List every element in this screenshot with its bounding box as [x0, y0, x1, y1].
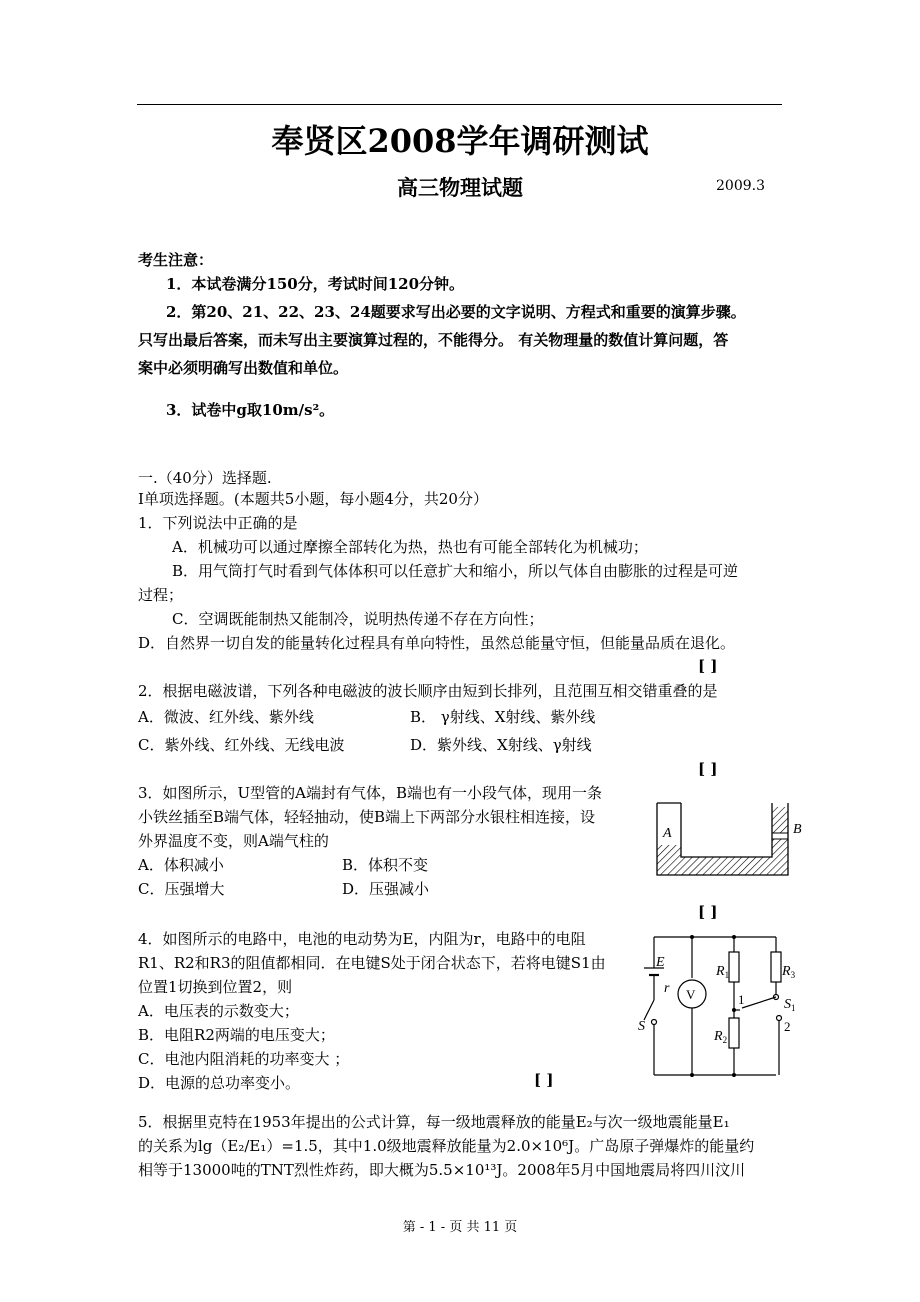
mercury-a-column: [657, 845, 681, 857]
notice-item-1: 1．本试卷满分150分，考试时间120分钟。: [166, 275, 465, 293]
section-heading: 一.（40分）选择题.: [138, 469, 272, 487]
label-r2: $R_2$: [714, 1029, 728, 1045]
q2-answer-bracket: [ ]: [698, 760, 718, 778]
q4-answer-bracket: [ ]: [534, 1071, 554, 1089]
q4-line-2: R1、R2和R3的阻值都相同．在电键S处于闭合状态下，若将电键S1由: [138, 954, 606, 972]
switch-position-1: 1: [738, 992, 745, 1007]
mercury-b-lower: [772, 839, 788, 857]
q5-line-2: 的关系为lg（E₂/E₁）=1.5，其中1.0级地震释放能量为2.0×10⁶J。广岛原子弹爆炸的能量约: [138, 1137, 755, 1155]
q5-line-1: 5．根据里克特在1953年提出的公式计算，每一级地震释放的能量E₂与次一级地震能量E₁: [138, 1113, 730, 1131]
label-e: E: [656, 955, 665, 970]
q2-option-b: B． γ射线、X射线、紫外线: [410, 708, 596, 726]
q1-option-a: A．机械功可以通过摩擦全部转化为热，热也有可能全部转化为机械功；: [172, 538, 648, 556]
q3-option-b: B．体积不变: [342, 856, 429, 874]
q4-option-a: A．电压表的示数变大；: [138, 1002, 299, 1020]
q4-option-d: D．电源的总功率变小。: [138, 1074, 301, 1092]
q2-option-d: D．紫外线、X射线、γ射线: [410, 736, 592, 754]
label-r3: $R_3$: [782, 964, 796, 980]
label-b: B: [793, 822, 802, 837]
label-r: r: [664, 981, 670, 996]
switch-position-2: 2: [784, 1019, 791, 1034]
q2-option-c: C．紫外线、红外线、无线电波: [138, 736, 345, 754]
q3-answer-bracket: [ ]: [698, 903, 718, 921]
mercury-b-upper: [772, 807, 788, 833]
label-s1: $S_1$: [784, 997, 796, 1013]
exam-date: 2009.3: [716, 178, 765, 194]
q1-option-d: D．自然界一切自发的能量转化过程具有单向特性，虽然总能量守恒，但能量品质在退化。: [138, 634, 736, 652]
page-footer: 第 - 1 - 页 共 11 页: [402, 1220, 518, 1235]
q3-line-2: 小铁丝插至B端气体，轻轻抽动，使B端上下两部分水银柱相连接，设: [138, 808, 596, 826]
q1-option-b-line-2: 过程；: [138, 586, 184, 604]
label-a: A: [663, 826, 672, 841]
q1-answer-bracket: [ ]: [698, 657, 718, 675]
q3-option-d: D．压强减小: [342, 880, 430, 898]
q3-line-1: 3．如图所示，U型管的A端封有气体，B端也有一小段气体，现用一条: [138, 784, 603, 802]
label-r1: $R_1$: [716, 964, 730, 980]
voltmeter-label: V: [686, 987, 696, 1002]
q3-line-3: 外界温度不变，则A端气柱的: [138, 832, 329, 850]
page-subtitle: 高三物理试题: [397, 175, 523, 200]
notice-heading: 考生注意：: [138, 251, 214, 269]
mercury-bottom: [657, 857, 788, 875]
q3-option-a: A．体积减小: [138, 856, 224, 874]
q2-option-a: A．微波、红外线、紫外线: [138, 708, 314, 726]
q4-option-b: B．电阻R2两端的电压变大；: [138, 1026, 335, 1044]
section-sub-heading: Ⅰ单项选择题。(本题共5小题，每小题4分，共20分）: [138, 490, 488, 508]
q2-stem: 2．根据电磁波谱，下列各种电磁波的波长顺序由短到长排列，且范围互相交错重叠的是: [138, 682, 718, 700]
notice-item-2-line-3: 案中必须明确写出数值和单位。: [138, 359, 349, 377]
q4-option-c: C．电池内阻消耗的功率变大 ；: [138, 1050, 350, 1068]
notice-item-2-line-1: 2．第20、21、22、23、24题要求写出必要的文字说明、方程式和重要的演算步骤。: [166, 303, 746, 321]
page-title: 奉贤区2008学年调研测试: [271, 122, 649, 160]
label-s: S: [638, 1019, 645, 1034]
q1-option-b-line-1: B．用气筒打气时看到气体体积可以任意扩大和缩小，所以气体自由膨胀的过程是可逆: [172, 562, 739, 580]
q1-stem: 1．下列说法中正确的是: [138, 514, 298, 532]
notice-item-3: 3．试卷中g取10m/s²。: [166, 401, 335, 419]
notice-item-2-line-2: 只写出最后答案，而未写出主要演算过程的，不能得分。 有关物理量的数值计算问题，答: [138, 331, 729, 349]
q4-line-1: 4．如图所示的电路中，电池的电动势为E，内阻为r，电路中的电阻: [138, 930, 586, 948]
circuit-figure: [632, 930, 807, 1080]
q1-option-c: C．空调既能制热又能制冷，说明热传递不存在方向性；: [172, 610, 544, 628]
u-tube-figure: [655, 795, 805, 880]
q4-line-3: 位置1切换到位置2，则: [138, 978, 293, 996]
top-rule: [137, 104, 782, 105]
q3-option-c: C．压强增大: [138, 880, 225, 898]
q5-line-3: 相等于13000吨的TNT烈性炸药，即大概为5.5×10¹³J。2008年5月中国地震局将四川汶川: [138, 1161, 746, 1179]
